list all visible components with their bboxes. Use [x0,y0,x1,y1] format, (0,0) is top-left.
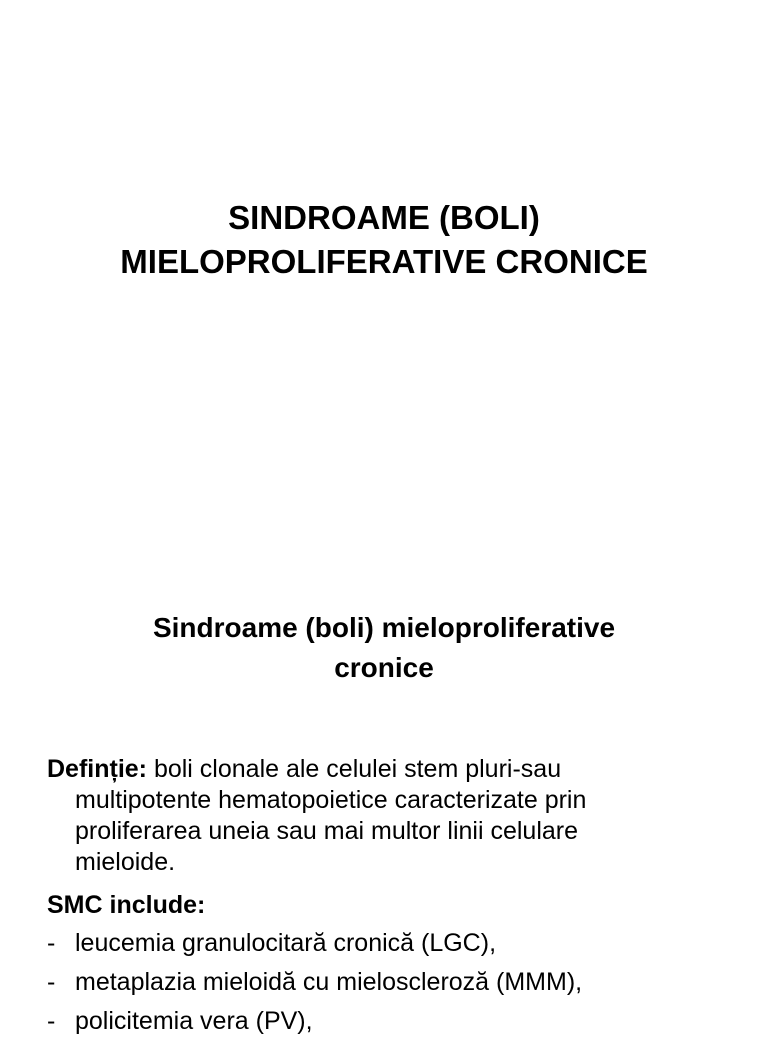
definition-line-3: proliferarea uneia sau mai multor linii celulare [75,817,579,845]
includes-heading: SMC include: [47,891,206,919]
section-heading [0,608,768,688]
list-item-text: leucemia granulocitară cronică (LGC), [75,929,497,957]
list-item [47,967,747,1006]
definition-line-4: mieloide. [75,848,176,876]
definition-line-2: multipotente hematopoietice caracterizate prin [75,786,587,814]
list-item [47,1006,747,1045]
list-item-text: metaplazia mieloidă cu mieloscleroză (MMM), [75,968,583,996]
slide-title-line-2: MIELOPROLIFERATIVE CRONICE [120,243,648,280]
section-heading-line-2: cronice [334,652,434,683]
definition-paragraph [47,754,747,878]
include-list [47,928,747,1045]
list-bullet: - [47,968,56,996]
list-item [47,928,747,967]
slide-title-line-1: SINDROAME (BOLI) [228,199,540,236]
section-heading-line-1: Sindroame (boli) mieloproliferative [152,612,616,643]
list-item-text: policitemia vera (PV), [75,1007,313,1035]
list-bullet: - [47,1007,56,1035]
definition-label: Definție: [47,755,147,783]
slide-title [0,196,768,284]
definition-line-1 [47,754,747,785]
list-bullet: - [47,929,56,957]
definition-text-1: boli clonale ale celulei stem pluri-sau [147,755,562,783]
